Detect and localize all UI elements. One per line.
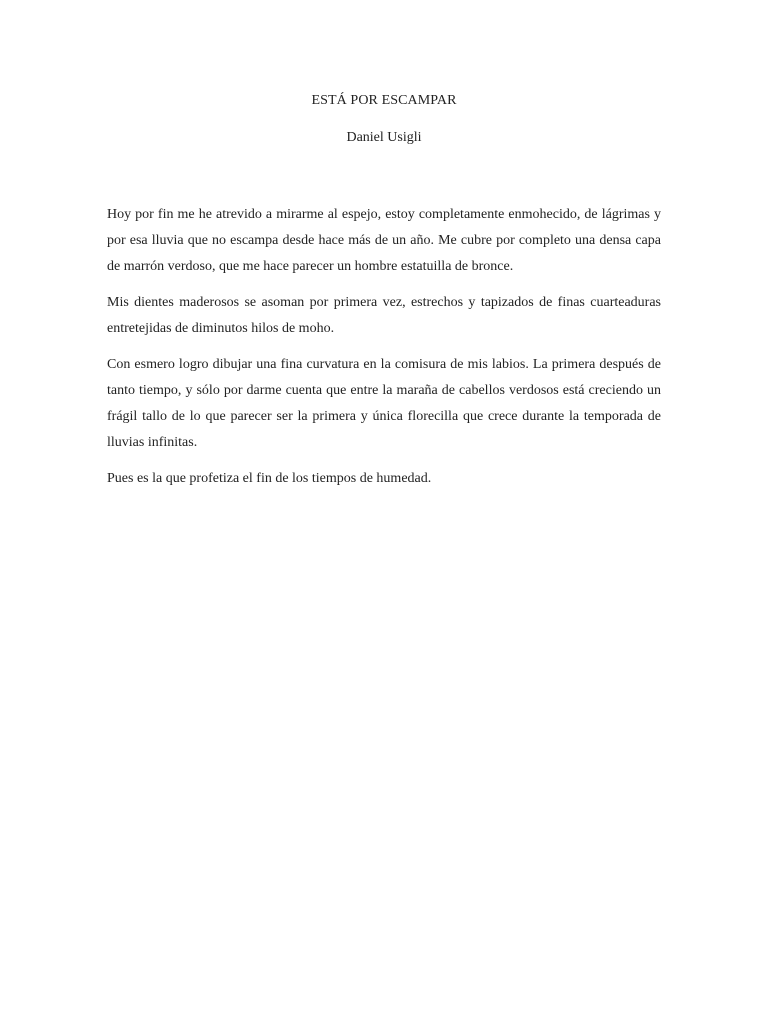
document-title: ESTÁ POR ESCAMPAR [311,93,457,108]
paragraph-1: Hoy por fin me he atrevido a mirarme al espejo, estoy completamente enmohecido, de lágrimas y por esa lluvia que no escampa desde hace más de un año. Me cubre por completo una densa capa de marrón verdoso, que me hace parecer un hombre estatuilla de bronce. [107,207,661,274]
document-author: Daniel Usigli [346,130,422,145]
document-body [107,202,661,502]
paragraph-2: Mis dientes maderosos se asoman por primera vez, estrechos y tapizados de finas cuarteaduras entretejidas de diminutos hilos de moho. [107,295,661,336]
paragraph-3: Con esmero logro dibujar una fina curvatura en la comisura de mis labios. La primera después de tanto tiempo, y sólo por darme cuenta que entre la maraña de cabellos verdosos está creciendo un frágil tallo de lo que parecer ser la primera y única florecilla que crece durante la temporada de lluvias infinitas. [107,357,661,450]
paragraph-4: Pues es la que profetiza el fin de los tiempos de humedad. [107,471,432,486]
